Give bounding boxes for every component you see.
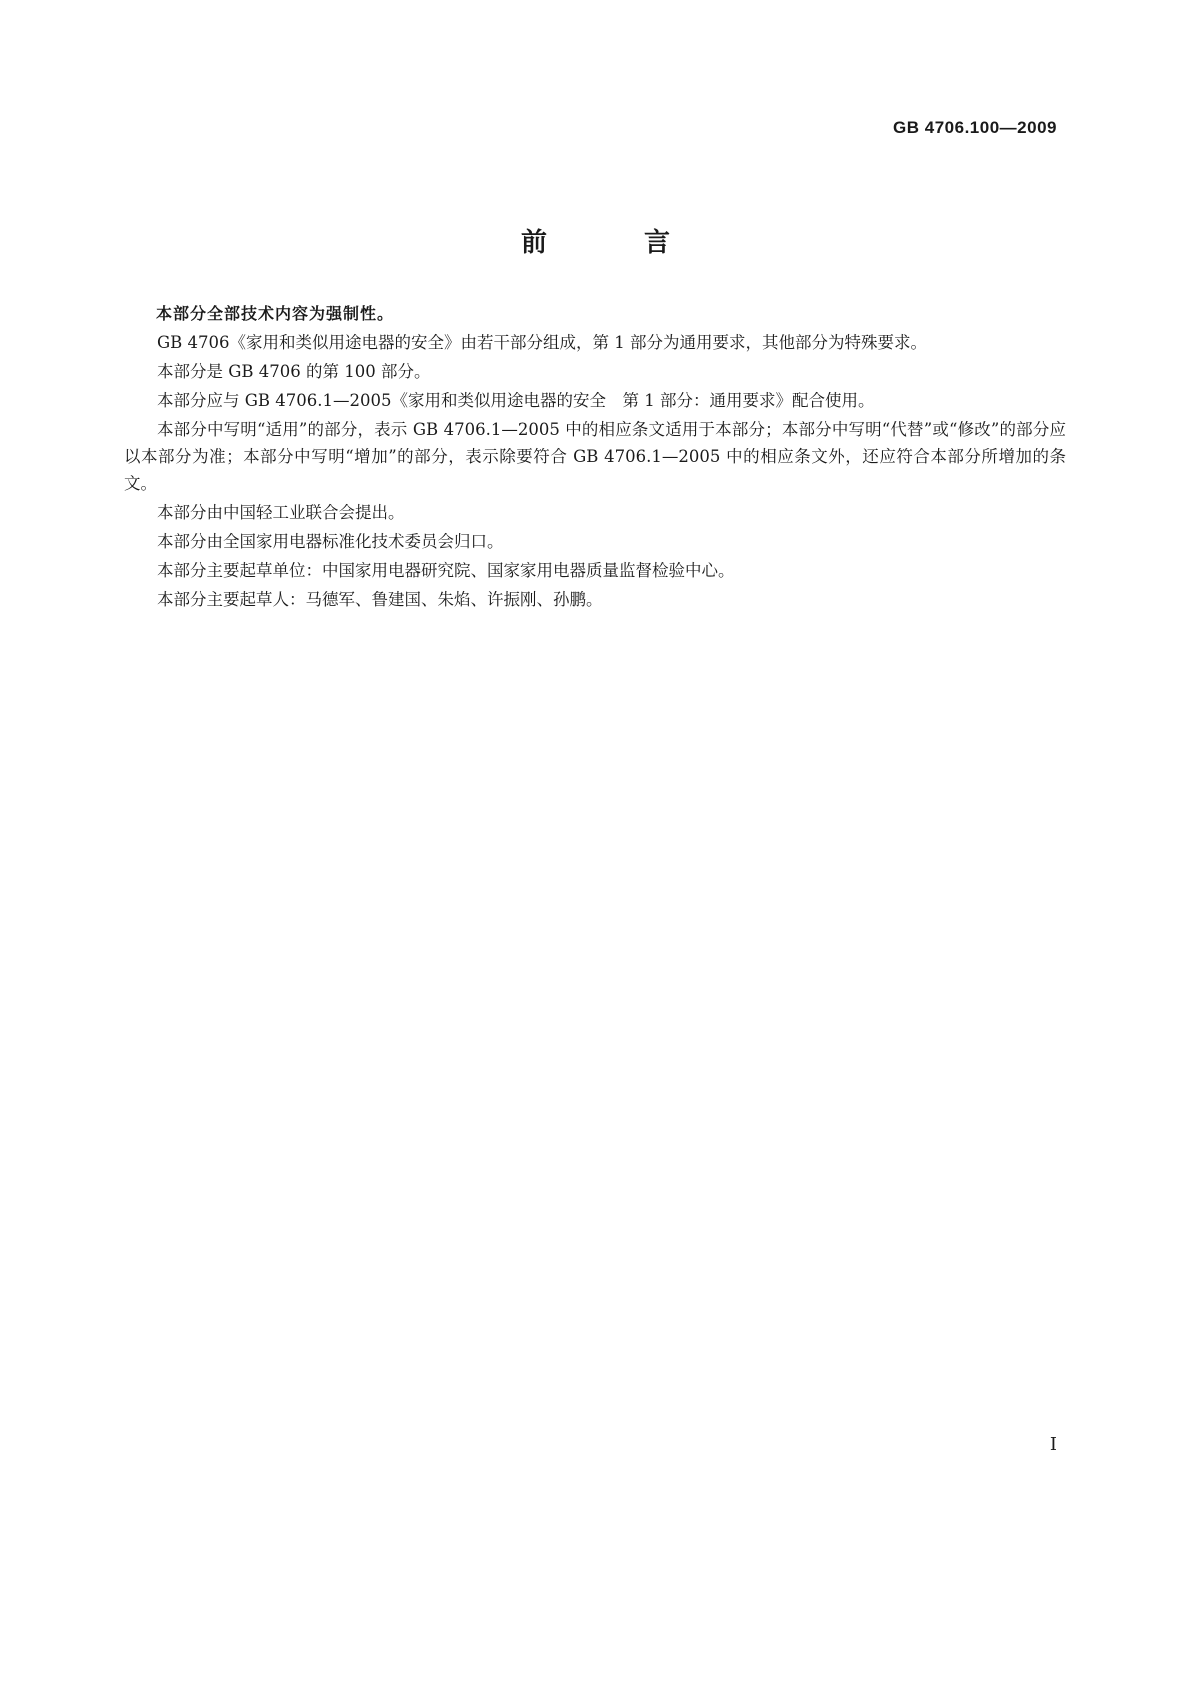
- paragraph-structure: GB 4706《家用和类似用途电器的安全》由若干部分组成，第 1 部分为通用要求，其他部分为特殊要求。: [157, 333, 928, 352]
- paragraph-usage: 本部分应与 GB 4706.1—2005《家用和类似用途电器的安全 第 1 部分：通用要求》配合使用。: [157, 391, 875, 410]
- standard-number: GB 4706.100—2009: [893, 118, 1057, 137]
- paragraph-drafting-units: 本部分主要起草单位：中国家用电器研究院、国家家用电器质量监督检验中心。: [157, 561, 735, 580]
- paragraph-applicability: 本部分中写明“适用”的部分，表示 GB 4706.1—2005 中的相应条文适用于本部分；本部分中写明“代替”或“修改”的部分应以本部分为准；本部分中写明“增加”的部分，表示除要符合 GB 4706.1—2005 中的相应条文外，还应符合本部分所增加的条文。: [124, 420, 1066, 493]
- page-number: I: [1049, 1434, 1057, 1455]
- page-title: 前 言: [520, 228, 715, 258]
- paragraph-committee: 本部分由全国家用电器标准化技术委员会归口。: [157, 532, 504, 551]
- foreword-body: [124, 300, 1066, 615]
- mandatory-statement: 本部分全部技术内容为强制性。: [156, 304, 395, 323]
- paragraph-drafters: 本部分主要起草人：马德军、鲁建国、朱焰、许振刚、孙鹏。: [157, 590, 603, 609]
- paragraph-part-number: 本部分是 GB 4706 的第 100 部分。: [157, 362, 431, 381]
- paragraph-proposer: 本部分由中国轻工业联合会提出。: [157, 503, 405, 522]
